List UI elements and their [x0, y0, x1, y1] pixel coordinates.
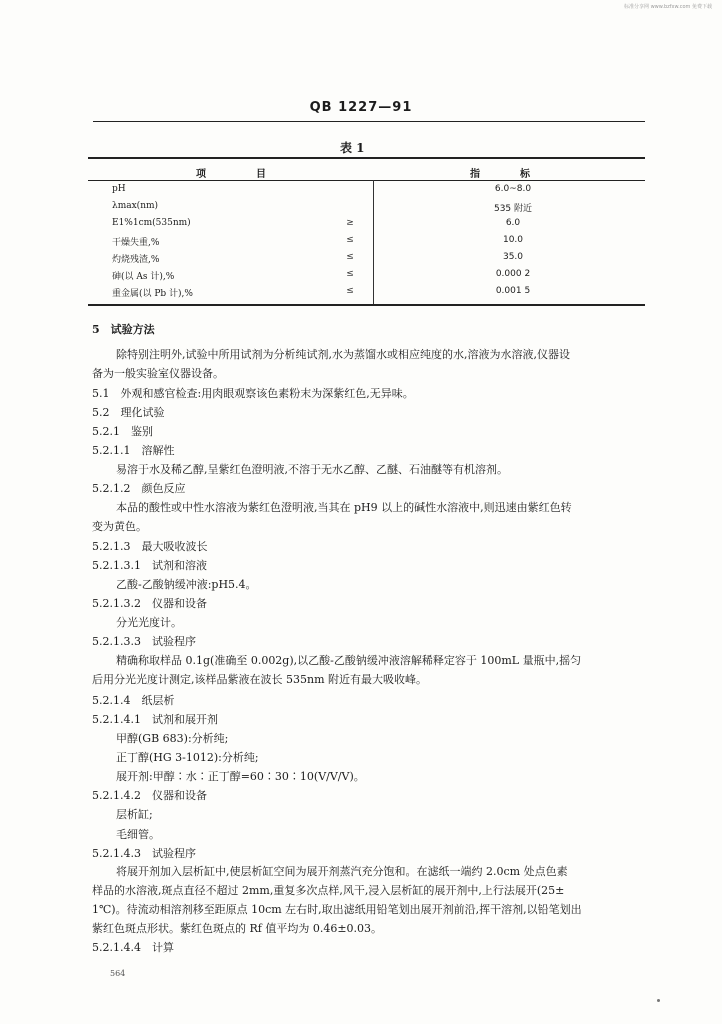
- text-line: 易溶于水及稀乙醇,呈紫红色澄明液,不溶于无水乙醇、乙醚、石油醚等有机溶剂。: [116, 463, 508, 476]
- table-caption: 表 1: [340, 141, 365, 155]
- table-cell-item: E1%1cm(535nm): [112, 218, 191, 228]
- text-line: 紫红色斑点形状。紫红色斑点的 Rf 值平均为 0.46±0.03。: [92, 922, 383, 935]
- table-header-value: 指 标: [470, 169, 530, 180]
- text-line: 5.2.1.3.1 试剂和溶液: [92, 559, 207, 572]
- table-cell-item: pH: [112, 184, 126, 194]
- text-line: 5.2.1.3.3 试验程序: [92, 635, 196, 648]
- text-line: 将展开剂加入层析缸中,使层析缸空间为展开剂蒸汽充分饱和。在滤纸一端约 2.0cm 处点色素: [116, 865, 568, 878]
- table-cell-item: 重金属(以 Pb 计),%: [112, 289, 193, 299]
- table-cell-item: 砷(以 As 计),%: [112, 272, 175, 282]
- table-cell-item: 灼烧残渣,%: [112, 255, 160, 265]
- table-cell-operator: ≥: [346, 218, 354, 228]
- table-cell-value: 535 附近: [493, 204, 533, 214]
- table-header-item: 项 目: [196, 169, 266, 180]
- text-line: 分光光度计。: [116, 616, 182, 629]
- text-line: 5.2.1.3 最大吸收波长: [92, 540, 208, 553]
- text-line: 正丁醇(HG 3-1012):分析纯;: [116, 751, 259, 764]
- section-heading: 5 试验方法: [92, 323, 155, 336]
- text-line: 备为一般实验室仪器设备。: [92, 367, 224, 380]
- text-line: 乙酸-乙酸钠缓冲液:pH5.4。: [116, 578, 257, 591]
- text-line: 展开剂:甲醇∶水∶正丁醇=60∶30∶10(V/V/V)。: [116, 770, 365, 783]
- text-line: 5.2.1.3.2 仪器和设备: [92, 597, 207, 610]
- text-line: 精确称取样品 0.1g(准确至 0.002g),以乙酸-乙酸钠缓冲液溶解稀释定容于 100mL 量瓶中,摇匀: [116, 654, 582, 667]
- watermark-text: 标准分享网 www.bzfxw.com 免费下载: [624, 4, 712, 10]
- text-line: 5.2 理化试验: [92, 406, 165, 419]
- table-cell-operator: ≤: [346, 252, 354, 262]
- header-rule: [93, 121, 645, 122]
- text-line: 5.2.1 鉴别: [92, 425, 153, 438]
- table-cell-item: λmax(nm): [112, 201, 159, 211]
- text-line: 5.2.1.1 溶解性: [92, 444, 175, 457]
- table-header-rule: [88, 180, 645, 181]
- table-row: [112, 184, 610, 201]
- table-cell-value: 35.0: [502, 252, 524, 262]
- text-line: 5.2.1.4.1 试剂和展开剂: [92, 713, 218, 726]
- text-line: 5.2.1.4.4 计算: [92, 941, 174, 954]
- table-cell-operator: ≤: [346, 269, 354, 279]
- text-line: 5.2.1.4.2 仪器和设备: [92, 789, 207, 802]
- table-row: [112, 235, 610, 252]
- table-row: [112, 269, 610, 286]
- table-row: [112, 218, 610, 235]
- text-line: 后用分光光度计测定,该样品紫液在波长 535nm 附近有最大吸收峰。: [92, 673, 427, 686]
- table-cell-operator: ≤: [346, 286, 354, 296]
- table-cell-value: 0.000 2: [495, 269, 531, 279]
- scan-speck: [657, 999, 660, 1002]
- table-row: [112, 286, 610, 303]
- text-line: 甲醇(GB 683):分析纯;: [116, 732, 229, 745]
- text-line: 变为黄色。: [92, 520, 147, 533]
- standard-number-header: QB 1227—91: [309, 100, 413, 115]
- table-cell-item: 干燥失重,%: [112, 238, 160, 248]
- table-cell-value: 6.0~8.0: [494, 184, 532, 194]
- text-line: 5.2.1.4 纸层析: [92, 694, 175, 707]
- text-line: 本品的酸性或中性水溶液为紫红色澄明液,当其在 pH9 以上的碱性水溶液中,则迅速由紫红色转: [116, 501, 572, 514]
- table-cell-value: 10.0: [502, 235, 524, 245]
- table-top-rule: [88, 157, 645, 159]
- table-row: [112, 201, 610, 218]
- table-cell-value: 6.0: [505, 218, 521, 228]
- text-line: 样品的水溶液,斑点直径不超过 2mm,重复多次点样,风干,浸入层析缸的展开剂中,上行法展开(25±: [92, 884, 565, 897]
- table-row: [112, 252, 610, 269]
- table-bottom-rule: [88, 304, 645, 306]
- text-line: 5.2.1.2 颜色反应: [92, 482, 186, 495]
- text-line: 毛细管。: [116, 828, 160, 841]
- table-cell-operator: ≤: [346, 235, 354, 245]
- text-line: 层析缸;: [116, 808, 153, 821]
- table-cell-value: 0.001 5: [495, 286, 531, 296]
- text-line: 除特别注明外,试验中所用试剂为分析纯试剂,水为蒸馏水或相应纯度的水,溶液为水溶液,仪器设: [116, 348, 570, 361]
- text-line: 5.2.1.4.3 试验程序: [92, 847, 196, 860]
- page-number: 564: [110, 969, 126, 978]
- text-line: 1℃)。待流动相溶剂移至距原点 10cm 左右时,取出滤纸用铅笔划出展开剂前沿,挥干溶剂,以铅笔划出: [92, 903, 582, 916]
- text-line: 5.1 外观和感官检查:用肉眼观察该色素粉末为深紫红色,无异味。: [92, 387, 414, 400]
